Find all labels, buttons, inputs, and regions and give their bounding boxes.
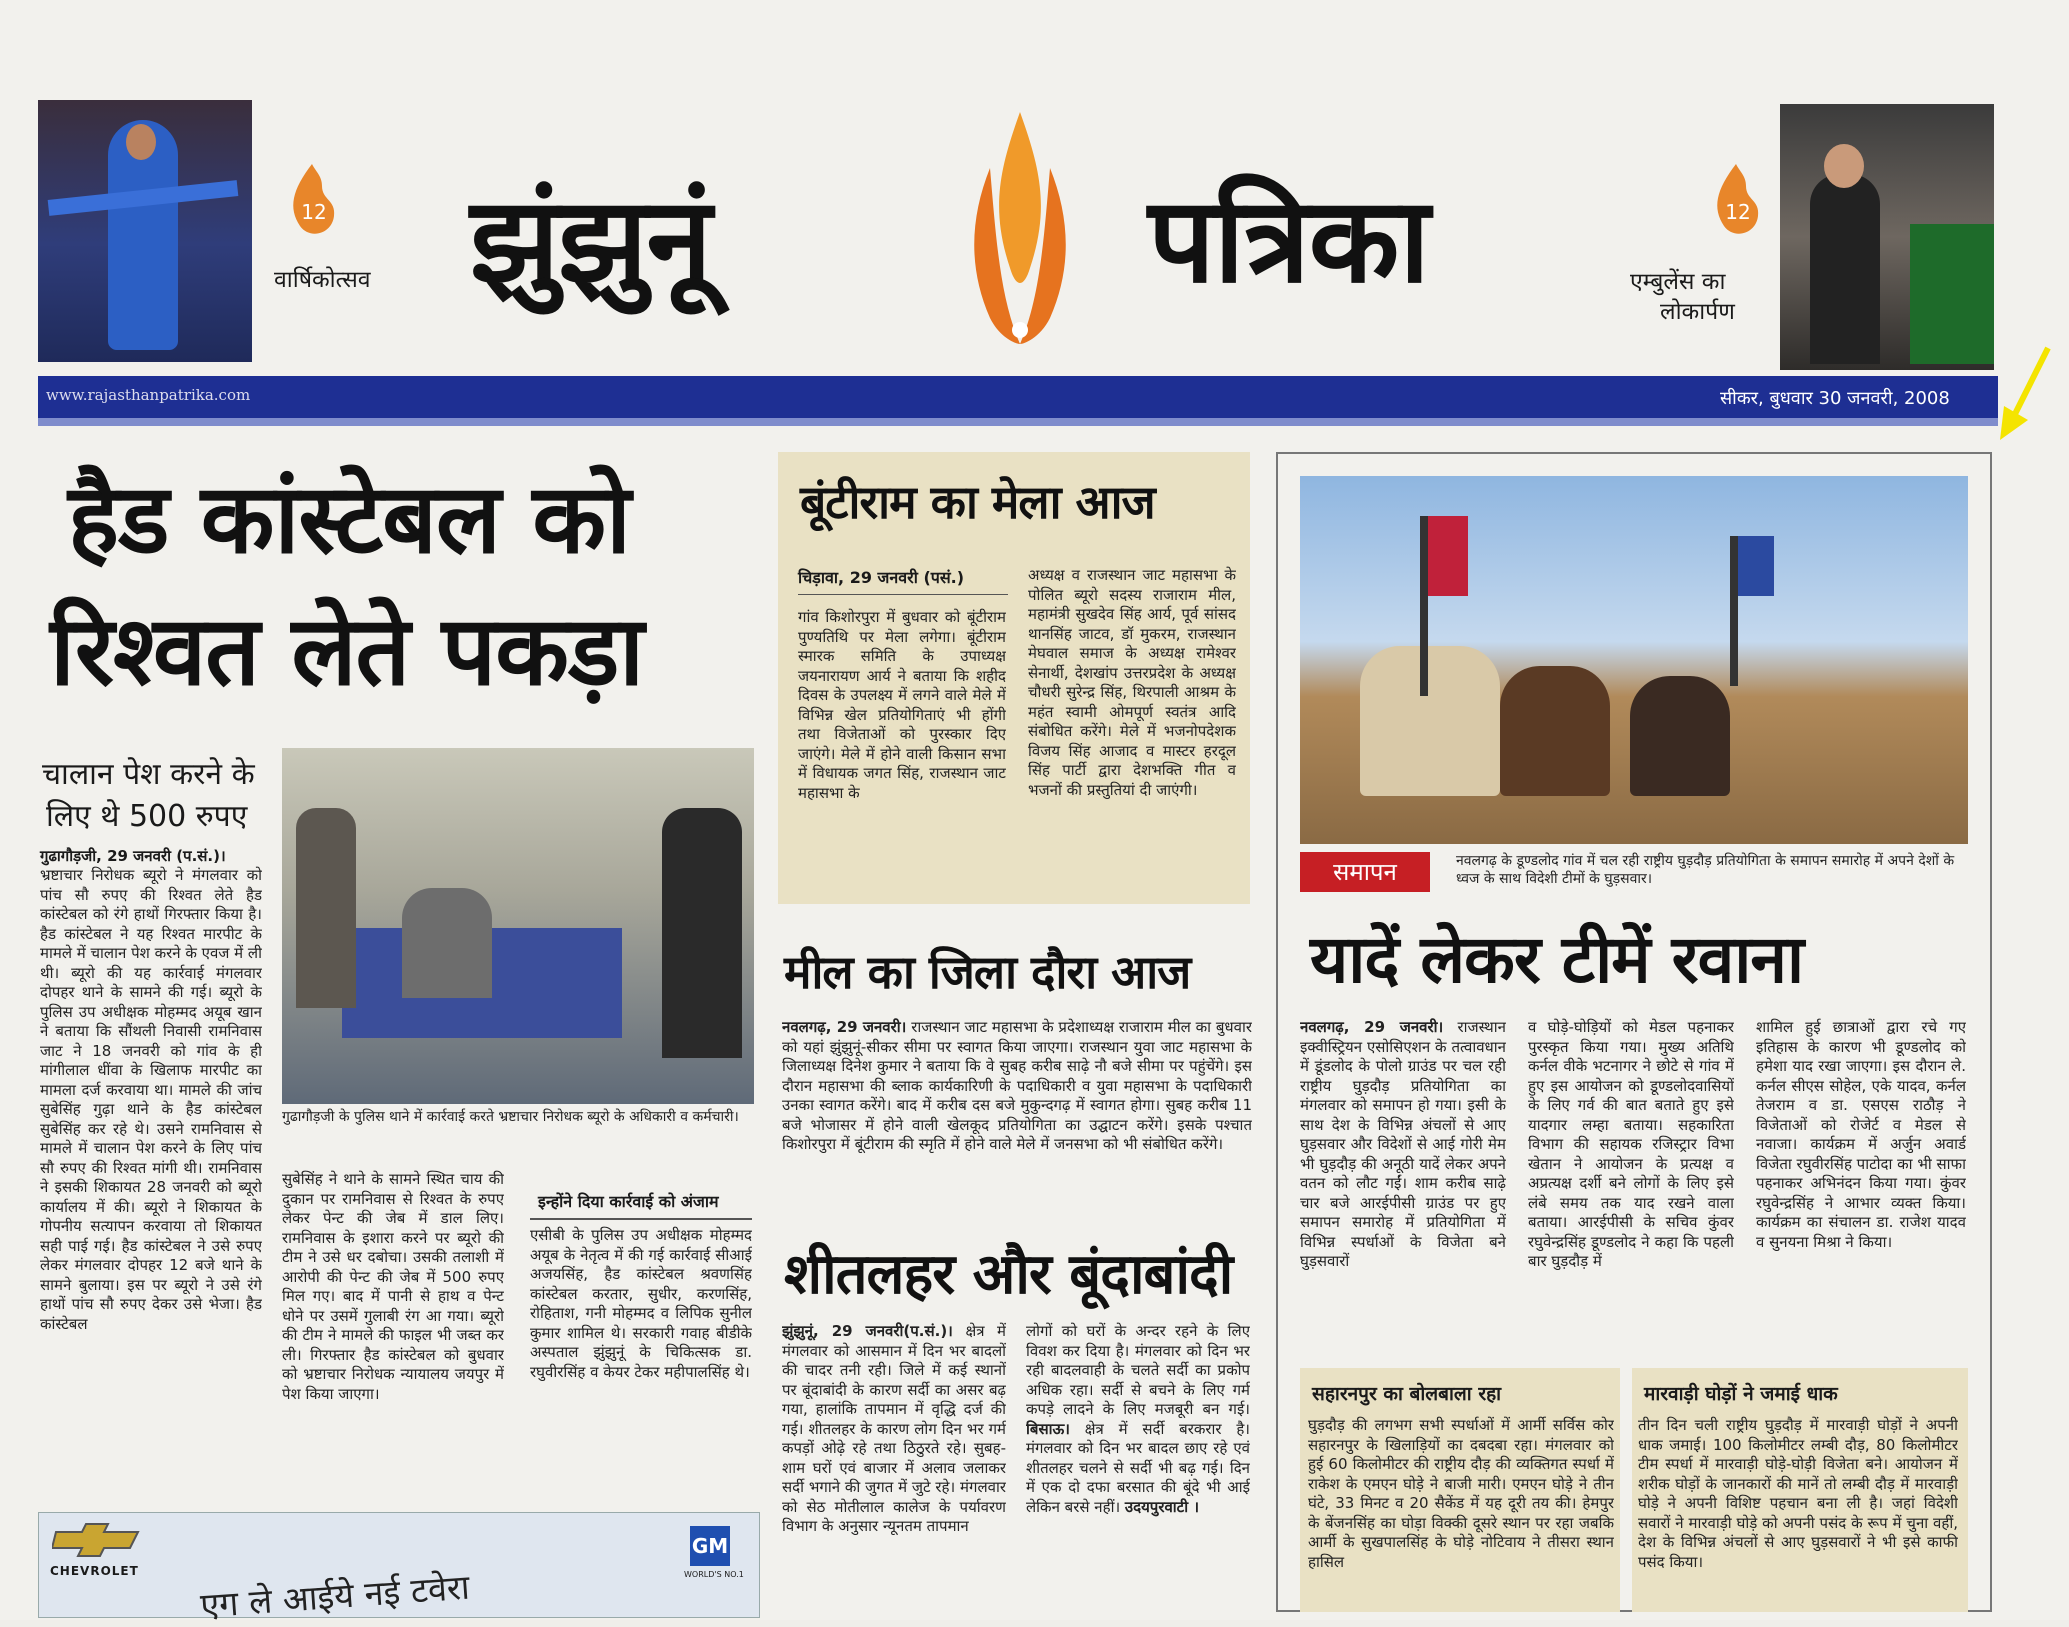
story5-box2-title: मारवाड़ी घोड़ों ने जमाई धाक [1644, 1383, 1838, 1405]
story4-sub-body: क्षेत्र में सर्दी बरकरार है। मंगलवार को दिन भर बादल छाए रहे एवं शीतलहर चलने से सर्दी भी बढ़ गई। दिन में एक दो दफा बरसात की बूंदे भी आई लेकिन बरसे नहीं। [1026, 1419, 1250, 1516]
story1-photo [282, 748, 754, 1104]
story3-body [782, 1018, 1252, 1218]
story4-sub-place: बिसाऊ। [1026, 1419, 1070, 1438]
story5-body-col3: शामिल हुई छात्राओं द्वारा रचे गए इतिहास के कारण भी डूण्डलोद को हमेशा याद रखा जाएगा। इस दौरान ले. कर्नल सीएस सोहेल, एके यादव, कर्नल तेजराम व डा. एसएस राठौड़ ने विजेताओं को रोजेर्ट व मेडल से नवाजा। कार्यक्रम में अर्जुन अवार्ड विजेता रघुवीरसिंह पाटोदा का भी साफा पहनाकर अभिनंदन किया गया। कुंवर रघुवेन्द्रसिंह ने आभार व्यक्त किया। कार्यक्रम का संचालन डा. राजेश यादव व सुनयना मिश्रा ने किया। [1756, 1018, 1966, 1251]
story5-box1-body: घुड़दौड़ की लगभग सभी स्पर्धाओं में आर्मी सर्विस कोर सहारनपुर के खिलाड़ियों का दबदबा रहा। मंगलवार को हुई 60 किलोमीटर की राष्ट्रीय दौड़ की व्यक्तिगत स्पर्धा में राकेश के एमएन घोड़े ने बाजी मारी। एमएन घोड़े ने तीन घंटे, 33 मिनट व 20 सैकेंड में यह दूरी तय की। हेमपुर के बेंजनसिंह का घोड़ा विक्की दूसरे स्थान पर रहा जबकि आर्मी के सुखपालसिंह के घोड़े नोटिवाय ने तीसरा स्थान हासिल [1308, 1416, 1614, 1571]
story1-body-col2: सुबेसिंह ने थाने के सामने स्थित चाय की दुकान पर रामनिवास से रिश्वत के रुपए लेकर पेन्ट की जेब में डाल लिए। रामनिवास के इशारा करने पर ब्यूरो की टीम ने उसे धर दबोचा। उसकी तलाशी में आरोपी की पेन्ट की जेब में 500 रुपए मिल गए। बाद में पानी से हाथ व पेन्ट धोने पर उसमें गुलाबी रंग आ गया। ब्यूरो की टीम ने मामले की फाइल भी जब्त कर ली। गिरफ्तार हैड कांस्टेबल को बुधवार को भ्रष्टाचार निरोधक न्यायालय जयपुर में पेश किया जाएगा। [282, 1170, 504, 1403]
story2-dateline: चिड़ावा, 29 जनवरी (पसं.) [798, 568, 965, 587]
story1-sidebar-rule [530, 1218, 752, 1220]
ad-brand: CHEVROLET [50, 1564, 139, 1578]
story2-body-col2: अध्यक्ष व राजस्थान जाट महासभा के पोलित ब्यूरो सदस्य राजाराम मील, महामंत्री सुखदेव सिंह आर्य, पूर्व सांसद थानसिंह जाटव, डॉ मुकरम, राजस्थान मेघवाल समाज के अध्यक्ष रामेश्वर सेनार्थी, देशखांप उत्तरप्रदेश के अध्यक्ष चौधरी सुरेन्द्र सिंह, थिरपाली आश्रम के महंत स्वामी ओमपूर्ण स्वतंत्र आदि संबोधित करेंगे। मेले में भजनोपदेशक विजय सिंह आजाद व मास्टर हरदूल सिंह पार्टी द्वारा देशभक्ति गीत व भजनों की प्रस्तुतियां दी जाएंगी। [1028, 566, 1236, 799]
story4-dateline: झुंझुनूं, 29 जनवरी(प.सं.)। [782, 1322, 953, 1340]
arrow-annotation-icon [1996, 344, 2056, 444]
dateline-text: सीकर, बुधवार 30 जनवरी, 2008 [1720, 388, 1950, 409]
story3-body-text: राजस्थान जाट महासभा के प्रदेशाध्यक्ष राजाराम मील का बुधवार को यहां झुंझुनूं-सीकर सीमा पर स्वागत किया जाएगा। राजस्थान युवा जाट महासभा के जिलाध्यक्ष दिनेश कुमार ने बताया कि वे सुबह करीब साढ़े नौ बजे सीमा पर पहुंचेंगे। इस दौरान महासभा की ब्लाक कार्यकारिणी के पदाधिकारी व युवा महासभा के पदाधिकारी उनका स्वागत करेंगे। बाद में करीब दस बजे मुकुन्दगढ़ में स्वागत होगा। सुबह करीब 11 बजे भोजासर में होने वाली खेलकूद प्रतियोगिता का उद्घाटन करेंगे। इसके पश्चात किशोरपुरा में बूंटीराम की स्मृति में होने वाले मेले में जनसभा को भी संबोधित करेंगे। [782, 1018, 1252, 1153]
story1-body-col1: भ्रष्टाचार निरोधक ब्यूरो ने मंगलवार को पांच सौ रुपए की रिश्वत लेते हैड कांस्टेबल को रंगे हाथों गिरफ्तार किया है। हैड कांस्टेबल ने यह रिश्वत मारपीट के मामले में चालान पेश करने के एवज में ली थी। ब्यूरो की यह कार्रवाई मंगलवार दोपहर थाने के सामने की गई। ब्यूरो के पुलिस उप अधीक्षक मोहम्मद अयूब खान ने बताया कि सौंथली निवासी रामनिवास जाट ने 18 जनवरी को गांव के ही मांगीलाल धींवा के खिलाफ मारपीट का मामला दर्ज करवाया था। मामले की जांच सुबेसिंह गुढ़ा थाने के हैड कांस्टेबल सुबेसिंह कर रहे थे। उसने रामनिवास से मामले में चालान पेश करने के लिए पांच सौ रुपए की रिश्वत मांगी थी। रामनिवास ने इसकी शिकायत 28 जनवरी को ब्यूरो कार्यालय में की। ब्यूरो ने शिकायत के गोपनीय सत्यापन करवाया तो शिकायत सही पाई गई। हैड कांस्टेबल ने उसे रुपए लेकर मंगलवार दोपहर 12 बजे थाने के सामने बुलाया। इस पर ब्यूरो ने उसे रंगे हाथों पांच सौ रुपए देकर उसे भेजा। हैड कांस्टेबल [40, 866, 262, 1333]
right-badge-label-line1: एम्बुलेंस का [1630, 269, 1726, 295]
story4-body-col2-text: लोगों को घरों के अन्दर रहने के लिए विवश कर दिया है। मंगलवार को दिन भर रही बादलवाही के चलते सर्दी का प्रकोप अधिक रहा। सर्दी से बचने के लिए गर्म कपड़े लादने के लिए मजबूरी बन गई। [1026, 1322, 1250, 1418]
gm-tag: WORLD'S NO.1 [684, 1570, 744, 1579]
masthead-title-left: झुंझुनूं [470, 171, 711, 309]
story3-headline: मील का जिला दौरा आज [784, 945, 1191, 999]
story1-subhead-line1: चालान पेश करने के [42, 757, 255, 792]
story2-body-col1: गांव किशोरपुरा में बुधवार को बूंटीराम पुण्यतिथि पर मेला लगेगा। बूंटीराम स्मारक समिति के उपाध्यक्ष जयनारायण आर्य ने बताया कि शहीद दिवस के उपलक्ष्य में लगने वाले मेले में विभिन्न खेल प्रतियोगिताएं भी होंगी तथा विजेताओं को पुरस्कार दिए जाएंगे। मेले में होने वाली किसान सभा में विधायक जगत सिंह, राजस्थान जाट महासभा के [798, 608, 1006, 802]
story1-subhead-line2: लिए थे 500 रुपए [46, 799, 248, 834]
date-band-underline [38, 418, 1998, 426]
story1-photo-caption: गुढागौड़जी के पुलिस थाने में कार्रवाई करते भ्रष्टाचार निरोधक ब्यूरो के अधिकारी व कर्मचारी। [282, 1109, 739, 1125]
story4-body-col1 [782, 1322, 1006, 1612]
gm-logo [690, 1526, 730, 1566]
story4-sub-place2: उदयपुरवाटी । [1124, 1497, 1200, 1516]
story5-box1-title: सहारनपुर का बोलबाला रहा [1312, 1383, 1502, 1405]
website-text: www.rajasthanpatrika.com [46, 386, 251, 404]
gm-logo-text: GM [691, 1534, 729, 1558]
ad-headline: एग ले आईये नई टवेरा [199, 1567, 471, 1627]
story1-dateline: गुढागौड़जी, 29 जनवरी (प.सं.)। [40, 847, 226, 865]
right-badge-label-line2: लोकार्पण [1660, 299, 1735, 325]
story5-body-col1-text: राजस्थान इक्वीस्ट्रियन एसोसिएशन के तत्वावधान में डूंडलोद के पोलो ग्राउंड पर चल रही राष्ट्रीय घुड़दौड़ प्रतियोगिता का मंगलवार को समापन हो गया। इसी के साथ देश के विभिन्न अंचलों से आए घुड़सवार और विदेशों से आई गोरी मेम भी घुड़दौड़ की अनूठी यादें लेकर अपने वतन को लौट गईं। शाम करीब साढ़े चार बजे आरईपीसी ग्राउंड पर हुए समापन समारोह में प्रतियोगिता में विभिन्न स्पर्धाओं के विजेता बने घुड़सवारों [1300, 1018, 1506, 1270]
story1-sidebar-title: इन्होंने दिया कार्रवाई को अंजाम [538, 1192, 719, 1211]
story5-dateline: नवलगढ़, 29 जनवरी। [1300, 1018, 1444, 1036]
left-badge-number: 12 [301, 200, 327, 224]
story1-headline-line1: हैड कांस्टेबल को [68, 463, 630, 575]
chevrolet-bowtie-icon [52, 1520, 142, 1560]
story2-headline: बूंटीराम का मेला आज [800, 475, 1155, 529]
story1-sidebar-body: एसीबी के पुलिस उप अधीक्षक मोहम्मद अयूब के नेतृत्व में की गई कार्रवाई सीआई अजयसिंह, हैड कांस्टेबल श्रवणसिंह कांस्टेबल करतार, सुधीर, करणसिंह, रोहिताश, गनी मोहम्मद व लिपिक सुनील कुमार शामिल थे। सरकारी गवाह बीडीके अस्पताल झुंझुनूं के चिकित्सक डा. रघुवीरसिंह व केयर टेकर महीपालसिंह थे। [530, 1226, 752, 1381]
story4-body-col1-text: क्षेत्र में मंगलवार को आसमान में दिन भर बादलों की चादर तनी रही। जिले में कई स्थानों पर बूंदाबांदी के कारण सर्दी का असर बढ़ गया, हालांकि तापमान में वृद्धि दर्ज की गई। शीतलहर के कारण लोग दिन भर गर्म कपड़ों ओढ़े रहे तथा ठिठुरते रहे। सुबह-शाम घरों एवं बाजार में अलाव जलाकर सर्दी भगाने की जुगत में जुटे रहे। मंगलवार को सेठ मोतीलाल कालेज के पर्यावरण विभाग के अनुसार न्यूनतम तापमान [782, 1322, 1006, 1535]
right-badge [1620, 160, 1780, 325]
masthead-right-photo [1780, 104, 1994, 370]
story5-photo-caption: नवलगढ़ के डूण्डलोद गांव में चल रही राष्ट्रीय घुड़दौड़ प्रतियोगिता के समापन समारोह में अपने देशों के ध्वज के साथ विदेशी टीमों के घुड़सवार। [1456, 853, 1955, 887]
story5-box2-body: तीन दिन चली राष्ट्रीय घुड़दौड़ में मारवाड़ी घोड़ों ने अपनी धाक जमाई। 100 किलोमीटर लम्बी दौड़, 80 किलोमीटर टीम स्पर्धा में मारवाड़ी घोड़े-घोड़ी विजेता बने। आयोजन में शरीक घोड़ों के जानकारों की मानें तो लम्बी दौड़ में मारवाड़ी घोड़े ने अपनी विशिष्ट पहचान बना ली है। जहां विदेशी सवारों ने मारवाड़ी घोड़े को अपनी पसंद के रूप में चुना वहीं, देश के विभिन्न अंचलों से आए घुड़सवारों ने भी इसे काफी पसंद किया। [1638, 1416, 1958, 1571]
story5-photo [1300, 476, 1968, 844]
story2-dateline-rule [798, 594, 1008, 595]
story5-photo-tag: समापन [1300, 852, 1430, 892]
story3-dateline: नवलगढ़, 29 जनवरी। [782, 1018, 907, 1036]
story4-body-col2 [1026, 1322, 1250, 1612]
story5-headline: यादें लेकर टीमें रवाना [1310, 921, 1804, 998]
masthead-title-right: पत्रिका [1148, 171, 1429, 309]
date-band [38, 376, 1998, 418]
right-badge-number: 12 [1725, 200, 1751, 224]
story5-body-col2: व घोड़े-घोड़ियों को मेडल पहनाकर पुरस्कृत किया गया। मुख्य अतिथि कर्नल वीके भटनागर ने छोटे से गांव में हुए इस आयोजन को डूण्डलोदवासियों के लिए गर्व की बात बताते हुए इसे यादगार लम्हा बताया। सहकारिता विभाग की सहायक रजिस्ट्रार विभा खेतान ने आयोजन के प्रत्यक्ष व अप्रत्यक्ष दर्शी बने लोगों के लिए इसे लंबे समय तक याद रखने वाला बताया। आरईपीसी के सचिव कुंवर रघुवेन्द्रसिंह डूण्डलोद ने कहा कि पहली बार घुड़दौड़ में [1528, 1018, 1734, 1270]
story5-body-col1 [1300, 1018, 1506, 1338]
left-badge [274, 160, 414, 300]
story1-headline-line2: रिश्वत लेते पकड़ा [50, 595, 644, 707]
story4-headline: शीतलहर और बूंदाबांदी [784, 1242, 1233, 1307]
masthead-left-photo [38, 100, 252, 362]
left-badge-label: वार्षिकोत्सव [274, 267, 371, 293]
pen-flame-logo-icon [950, 108, 1090, 368]
